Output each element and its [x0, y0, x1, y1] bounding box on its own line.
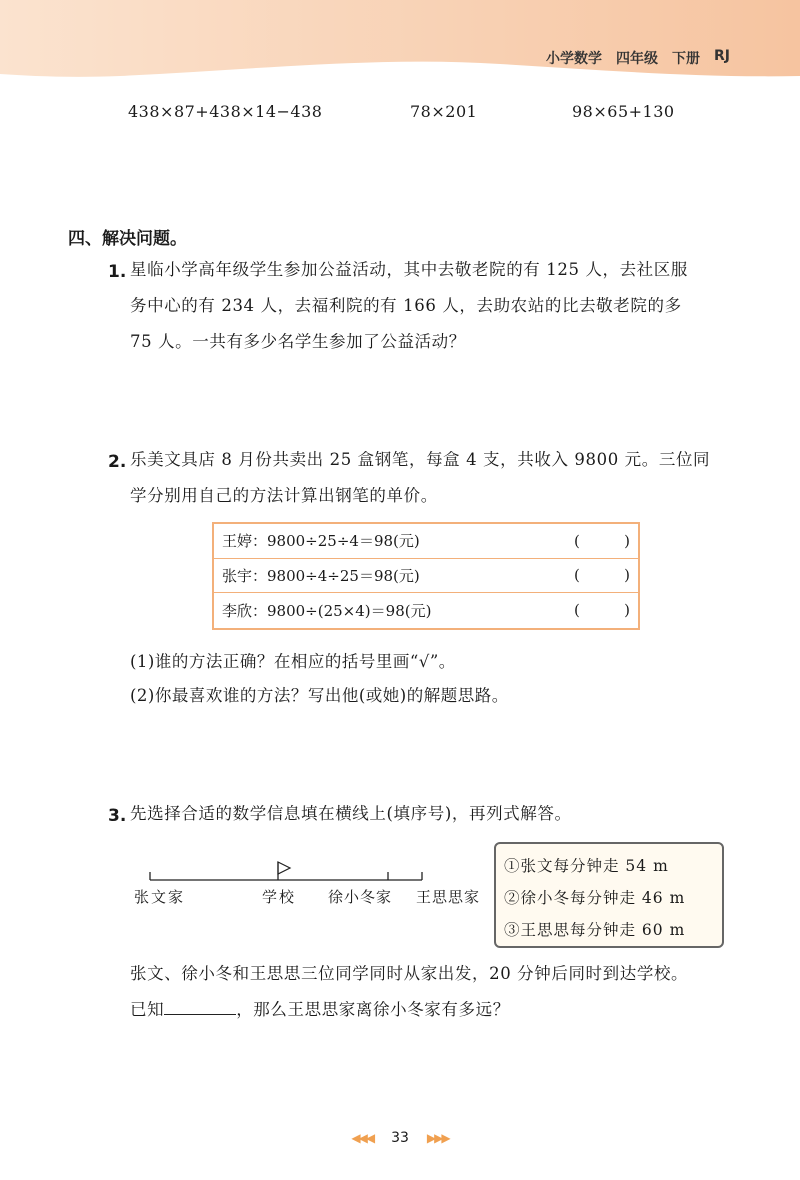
info-item: ③王思思每分钟走 60 m — [504, 921, 686, 939]
question-2-sub-1: (1)谁的方法正确？在相应的括号里画“√”。 — [130, 652, 456, 671]
question-2-number: 2. — [108, 452, 127, 472]
label-school: 学校 — [262, 888, 297, 906]
section-title: 四、解决问题。 — [68, 229, 187, 249]
question-1-line: 务中心的有 234 人，去福利院的有 166 人，去助农站的比去敬老院的多 — [130, 296, 682, 315]
answer-blank[interactable] — [164, 996, 236, 1015]
question-1-line: 星临小学高年级学生参加公益活动，其中去敬老院的有 125 人，去社区服 — [130, 260, 688, 279]
subject-label: 小学数学 — [546, 51, 602, 67]
question-2-text — [130, 442, 710, 514]
paren-close: ) — [624, 531, 630, 550]
page-footer — [0, 1130, 800, 1146]
methods-table — [212, 522, 640, 630]
expression-3: 98×65+130 — [572, 102, 675, 121]
label-zhangwen-home: 张文家 — [134, 888, 186, 906]
grade-label: 四年级 — [616, 51, 658, 67]
expression-2: 78×201 — [410, 102, 478, 121]
question-3-body — [130, 956, 688, 1028]
book-info — [546, 48, 730, 68]
volume-label: 下册 — [672, 51, 700, 67]
known-suffix: ，那么王思思家离徐小冬家有多远？ — [236, 1000, 510, 1019]
question-2-line: 乐美文具店 8 月份共卖出 25 盒钢笔，每盒 4 支，共收入 9800 元。三位同 — [130, 450, 711, 469]
edition-label: RJ — [714, 48, 730, 64]
paren-open: ( — [574, 566, 580, 585]
page-number: 33 — [391, 1130, 409, 1146]
answer-parentheses[interactable] — [574, 532, 630, 550]
info-item: ①张文每分钟走 54 m — [504, 857, 669, 875]
route-diagram — [130, 852, 500, 922]
question-1-number: 1. — [108, 262, 127, 282]
expression-1: 438×87+438×14−438 — [128, 102, 323, 121]
method-text: 李欣：9800÷(25×4)＝98(元) — [222, 601, 432, 620]
info-item: ②徐小冬每分钟走 46 m — [504, 889, 686, 907]
paren-close: ) — [624, 566, 630, 585]
label-xuxiaodong-home: 徐小冬家 — [328, 888, 393, 906]
label-wangsisi-home: 王思思家 — [416, 888, 481, 906]
banner-wave — [0, 0, 800, 92]
paren-open: ( — [574, 531, 580, 550]
question-3-intro: 先选择合适的数学信息填在横线上(填序号)，再列式解答。 — [130, 804, 572, 823]
paren-open: ( — [574, 601, 580, 620]
answer-parentheses[interactable] — [574, 566, 630, 584]
method-row — [214, 524, 638, 559]
method-text: 王婷：9800÷25÷4＝98(元) — [222, 532, 420, 551]
method-row — [214, 593, 638, 628]
known-prefix: 已知 — [130, 1000, 165, 1019]
info-box — [494, 842, 724, 948]
question-3-number: 3. — [108, 806, 127, 826]
question-1-text — [130, 252, 688, 360]
method-text: 张宇：9800÷4÷25＝98(元) — [222, 566, 420, 585]
question-3-line: 张文、徐小冬和王思思三位同学同时从家出发，20 分钟后同时到达学校。 — [130, 964, 689, 983]
question-1-line: 75 人。一共有多少名学生参加了公益活动？ — [130, 332, 466, 351]
question-2-line: 学分别用自己的方法计算出钢笔的单价。 — [130, 486, 438, 505]
header-banner — [0, 0, 800, 92]
question-3-line — [130, 992, 688, 1028]
next-arrows-icon: ▶▶▶ — [426, 1131, 449, 1145]
prev-arrows-icon: ◀◀◀ — [351, 1131, 374, 1145]
question-2-sub-2: (2)你最喜欢谁的方法？写出他(或她)的解题思路。 — [130, 686, 509, 705]
paren-close: ) — [624, 601, 630, 620]
answer-parentheses[interactable] — [574, 601, 630, 619]
method-row — [214, 559, 638, 594]
